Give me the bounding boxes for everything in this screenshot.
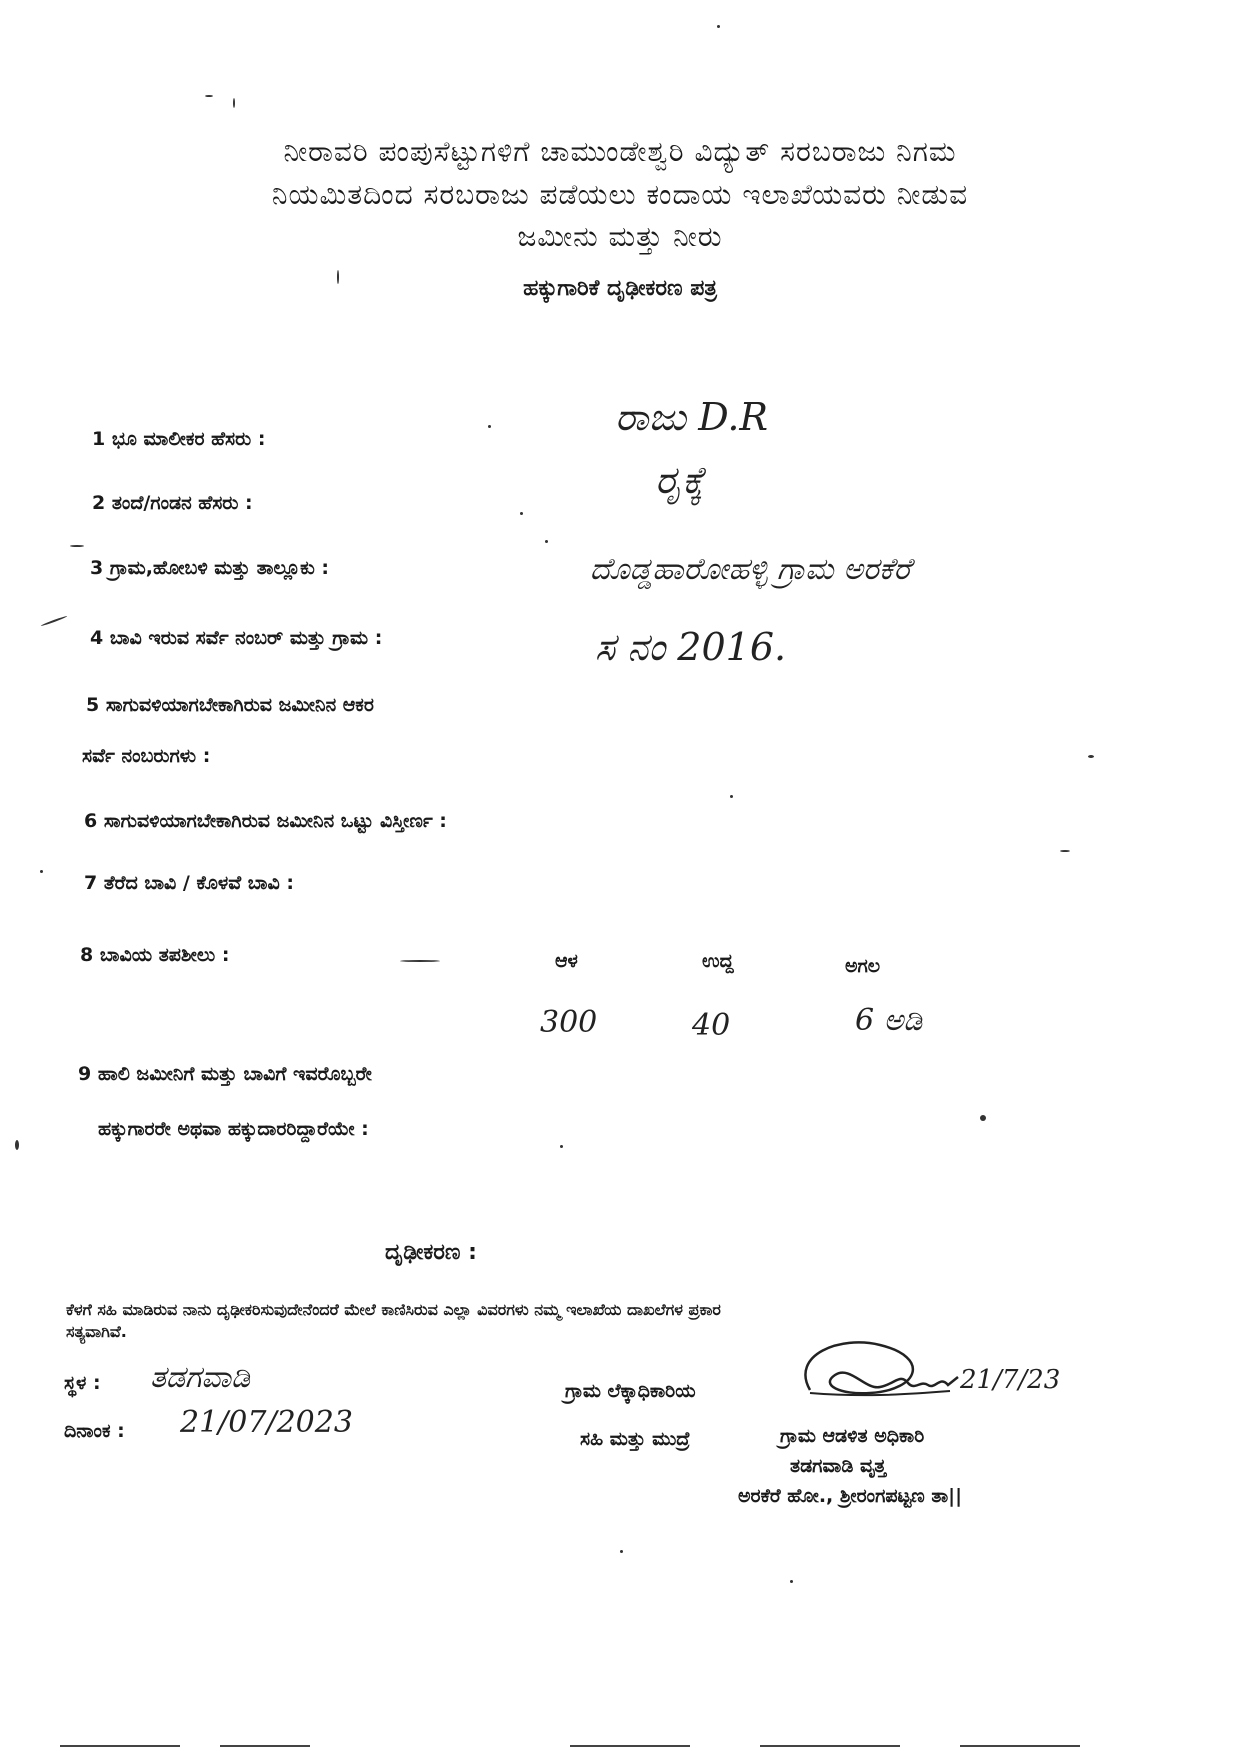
stamp-line-3: ಅರಕೆರೆ ಹೋ., ಶ್ರೀರಂಗಪಟ್ಟಣ ತಾ|| (738, 1485, 963, 1507)
well-depth-value: 300 (540, 1005, 598, 1040)
document-subtitle: ಹಕ್ಕುಗಾರಿಕೆ ದೃಢೀಕರಣ ಪತ್ರ (523, 276, 717, 301)
well-width-header: ಅಗಲ (845, 955, 881, 977)
bottom-edge-rule (760, 1745, 900, 1747)
stamp-line-2: ತಡಗವಾಡಿ ವೃತ್ತ (790, 1455, 887, 1477)
bottom-edge-rule (60, 1745, 180, 1747)
field-label-total-area: 6 ಸಾಗುವಳಿಯಾಗಬೇಕಾಗಿರುವ ಜಮೀನಿನ ಒಟ್ಟು ವಿಸ್ತೀರ್ಣ : (84, 810, 447, 832)
field-label-rights-holder: 9 ಹಾಲಿ ಜಮೀನಿಗೆ ಮತ್ತು ಬಾವಿಗೆ ಇವರೊಬ್ಬರೇ (78, 1063, 372, 1085)
header-line-3: ಜಮೀನು ಮತ್ತು ನೀರು (517, 220, 723, 253)
signature-date: 21/7/23 (960, 1365, 1061, 1395)
well-length-value: 40 (692, 1008, 731, 1043)
certification-text-line-2: ಸತ್ಯವಾಗಿವೆ. (66, 1322, 127, 1341)
field-value-owner-name: ರಾಜು D.R (615, 395, 769, 439)
bottom-edge-rule (570, 1745, 690, 1747)
place-label: ಸ್ಥಳ : (64, 1372, 101, 1394)
field-label-land-source: 5 ಸಾಗುವಳಿಯಾಗಬೇಕಾಗಿರುವ ಜಮೀನಿನ ಆಕರ (86, 694, 374, 716)
header-line-2: ನಿಯಮಿತದಿಂದ ಸರಬರಾಜು ಪಡೆಯಲು ಕಂದಾಯ ಇಲಾಖೆಯವರು ನೀಡುವ (271, 178, 969, 211)
well-depth-header: ಆಳ (555, 950, 578, 972)
certification-text-line-1: ಕೆಳಗೆ ಸಹಿ ಮಾಡಿರುವ ನಾನು ದೃಢೀಕರಿಸುವುದೇನೆಂದರೆ ಮೇಲೆ ಕಾಣಿಸಿರುವ ಎಲ್ಲಾ ವಿವರಗಳು ನಮ್ಮ ಇಲಾಖೆಯ ದಾಖಲೆಗಳ ಪ್ರಕಾರ (66, 1300, 721, 1319)
bottom-edge-rule (220, 1745, 310, 1747)
certification-heading: ದೃಢೀಕರಣ : (385, 1240, 477, 1265)
seal-label: ಸಹಿ ಮತ್ತು ಮುದ್ರೆ (580, 1428, 691, 1450)
field-value-survey-number: ಸ ನಂ 2016. (595, 625, 787, 669)
field-label-owner-name: 1 ಭೂ ಮಾಲೀಕರ ಹೆಸರು : (92, 428, 266, 450)
date-value: 21/07/2023 (180, 1405, 353, 1440)
field-label-well-details: 8 ಬಾವಿಯ ತಪಶೀಲು : (80, 944, 230, 966)
field-label-village: 3 ಗ್ರಾಮ,ಹೋಬಳಿ ಮತ್ತು ತಾಲ್ಲೂಕು : (90, 557, 329, 579)
well-length-header: ಉದ್ದ (702, 950, 734, 972)
field-label-survey-number: 4 ಬಾವಿ ಇರುವ ಸರ್ವೆ ನಂಬರ್ ಮತ್ತು ಗ್ರಾಮ : (90, 627, 383, 649)
place-value: ತಡಗವಾಡಿ (150, 1360, 250, 1395)
field-value-father-name: ರೃಕ್ಕೆ (655, 458, 705, 502)
field-label-well-type: 7 ತೆರೆದ ಬಾವಿ / ಕೊಳವೆ ಬಾವಿ : (84, 872, 294, 894)
stamp-line-1: ಗ್ರಾಮ ಆಡಳಿತ ಅಧಿಕಾರಿ (780, 1425, 925, 1447)
well-width-value: 6 ಅಡಿ (855, 1003, 923, 1038)
header-line-1: ನೀರಾವರಿ ಪಂಪುಸೆಟ್ಟುಗಳಿಗೆ ಚಾಮುಂಡೇಶ್ವರಿ ವಿದ್ಯುತ್ ಸರಬರಾಜು ನಿಗಮ (283, 135, 957, 168)
field-label-survey-numbers: ಸರ್ವೆ ನಂಬರುಗಳು : (82, 745, 211, 767)
field-label-rights-holder-2: ಹಕ್ಕುಗಾರರೇ ಅಥವಾ ಹಕ್ಕುದಾರರಿದ್ದಾರೆಯೇ : (98, 1118, 369, 1140)
bottom-edge-rule (960, 1745, 1080, 1747)
field-label-father-name: 2 ತಂದೆ/ಗಂಡನ ಹೆಸರು : (92, 492, 253, 514)
field-value-village: ದೊಡ್ಡಹಾರೋಹಳ್ಳಿ ಗ್ರಾಮ ಅರಕೆರೆ (590, 552, 911, 587)
officer-label: ಗ್ರಾಮ ಲೆಕ್ಕಾಧಿಕಾರಿಯ (565, 1380, 696, 1402)
date-label: ದಿನಾಂಕ : (64, 1420, 125, 1442)
